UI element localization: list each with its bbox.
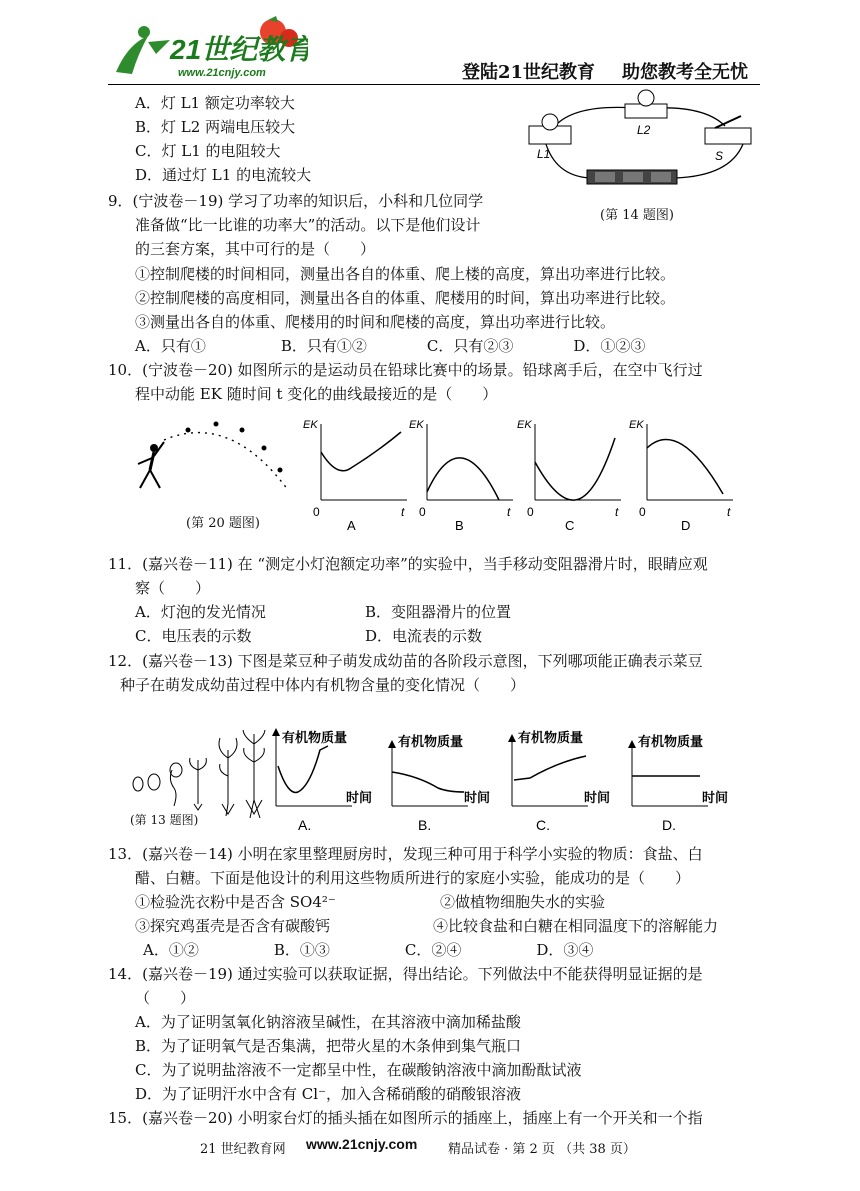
battery-icon bbox=[587, 170, 677, 184]
mass-graph-a-xlabel: 时间 bbox=[346, 790, 373, 805]
q13-item-1: ①检验洗衣粉中是否含 SO4²⁻ bbox=[135, 893, 336, 911]
mass-graph-d bbox=[628, 734, 728, 833]
q13-options: A．①② B．①③ C．②④ D．③④ bbox=[143, 941, 594, 959]
q12-line1: 12．(嘉兴卷－13) 下图是菜豆种子萌发成幼苗的各阶段示意图，下列哪项能正确表示菜豆 bbox=[108, 652, 703, 670]
q8-option-d: D．通过灯 L1 的电流较大 bbox=[135, 166, 312, 184]
footer-site: 21 世纪教育网 bbox=[200, 1142, 286, 1157]
q14-option-c: C．为了说明盐溶液不一定都呈中性，在碳酸钠溶液中滴加酚酞试液 bbox=[135, 1061, 582, 1079]
q11-option-d: D．电流表的示数 bbox=[365, 627, 483, 645]
q8-option-c: C．灯 L1 的电阻较大 bbox=[135, 142, 281, 160]
graph-b-origin: 0 bbox=[419, 505, 426, 519]
q11-option-a: A．灯泡的发光情况 bbox=[135, 603, 266, 621]
q12-figure-caption: (第 13 题图) bbox=[130, 813, 199, 827]
q11-line2: 察（ ） bbox=[135, 579, 211, 597]
mass-graph-c-xlabel: 时间 bbox=[584, 790, 611, 805]
ek-graph-b bbox=[409, 419, 513, 532]
logo-url-text: www.21cnjy.com bbox=[178, 67, 266, 79]
q12-line2: 种子在萌发成幼苗过程中体内有机物含量的变化情况（ ） bbox=[120, 676, 526, 694]
fig-label-l2: L2 bbox=[637, 123, 651, 137]
graph-d-xlabel: t bbox=[727, 505, 731, 519]
bean-germination-figure bbox=[128, 730, 268, 818]
mass-graph-c bbox=[508, 730, 610, 833]
mass-graph-c-choice: C. bbox=[536, 817, 550, 833]
q9-line2: 准备做“比一比谁的功率大”的活动。以下是他们设计 bbox=[135, 216, 481, 234]
logo bbox=[108, 14, 308, 84]
switch-icon bbox=[705, 116, 751, 144]
q10-figure-caption: (第 20 题图) bbox=[186, 516, 260, 531]
bulb-l2-icon bbox=[625, 90, 667, 118]
q14-line2: （ ） bbox=[135, 989, 196, 1007]
q11-line1: 11．(嘉兴卷－11) 在 “测定小灯泡额定功率”的实验中，当手移动变阻器滑片时，眼睛应观 bbox=[108, 555, 708, 573]
header-rule bbox=[108, 84, 760, 85]
mass-graph-d-choice: D. bbox=[662, 817, 676, 833]
q10-line1: 10．(宁波卷－20) 如图所示的是运动员在铅球比赛中的场景。铅球离手后，在空中飞行过 bbox=[108, 361, 703, 379]
q11-option-b: B．变阻器滑片的位置 bbox=[365, 603, 512, 621]
q13-item-3: ③探究鸡蛋壳是否含有碳酸钙 bbox=[135, 917, 331, 935]
mass-graph-b bbox=[388, 734, 490, 833]
graph-a-choice: A bbox=[347, 518, 356, 532]
q8-option-a: A．灯 L1 额定功率较大 bbox=[135, 94, 295, 112]
ek-graph-d bbox=[629, 419, 733, 532]
mass-graph-a-choice: A. bbox=[298, 817, 312, 833]
mass-graph-c-ylabel: 有机物质量 bbox=[518, 730, 584, 745]
graph-b-choice: B bbox=[455, 518, 464, 532]
ek-graph-c bbox=[517, 419, 621, 532]
q14-option-b: B．为了证明氧气是否集满，把带火星的木条伸到集气瓶口 bbox=[135, 1037, 522, 1055]
graph-c-ylabel: EK bbox=[517, 419, 532, 431]
footer-url[interactable]: www.21cnjy.com bbox=[306, 1136, 418, 1152]
q13-line1: 13．(嘉兴卷－14) 小明在家里整理厨房时，发现三种可用于科学小实验的物质：食盐、白 bbox=[108, 845, 703, 863]
q15-line1: 15．(嘉兴卷－20) 小明家台灯的插头插在如图所示的插座上，插座上有一个开关和一个指 bbox=[108, 1109, 703, 1127]
ek-graphs bbox=[295, 412, 755, 532]
q13-item-2: ②做植物细胞失水的实验 bbox=[440, 893, 606, 911]
q9-options: A．只有① B．只有①② C．只有②③ D．①②③ bbox=[135, 337, 646, 355]
header-slogan-left: 登陆21世纪教育 bbox=[462, 62, 596, 83]
organic-mass-graphs bbox=[268, 726, 738, 836]
mass-graph-b-choice: B. bbox=[418, 817, 432, 833]
logo-main-text: 21世纪教育 bbox=[170, 34, 308, 65]
q14-option-a: A．为了证明氢氧化钠溶液呈碱性，在其溶液中滴加稀盐酸 bbox=[135, 1013, 521, 1031]
ek-graph-a bbox=[303, 419, 407, 532]
q14-option-d: D．为了证明汗水中含有 Cl⁻，加入含稀硝酸的硝酸银溶液 bbox=[135, 1085, 521, 1103]
graph-a-ylabel: EK bbox=[303, 419, 318, 431]
footer-page: 精品试卷 · 第 2 页 （共 38 页） bbox=[448, 1142, 636, 1157]
graph-d-ylabel: EK bbox=[629, 419, 644, 431]
q8-option-b: B．灯 L2 两端电压较大 bbox=[135, 118, 296, 136]
mass-graph-b-xlabel: 时间 bbox=[464, 790, 491, 805]
graph-d-origin: 0 bbox=[639, 505, 646, 519]
q9-line3: 的三套方案，其中可行的是（ ） bbox=[135, 240, 376, 258]
athlete-icon bbox=[138, 442, 164, 488]
graph-b-ylabel: EK bbox=[409, 419, 424, 431]
mass-graph-a bbox=[272, 728, 372, 833]
graph-c-choice: C bbox=[565, 518, 575, 532]
mass-graph-a-ylabel: 有机物质量 bbox=[282, 730, 348, 745]
graph-b-xlabel: t bbox=[507, 505, 511, 519]
fig-label-l1: L1 bbox=[537, 147, 551, 161]
graph-c-xlabel: t bbox=[615, 505, 619, 519]
graph-d-choice: D bbox=[681, 518, 691, 532]
q11-option-c: C．电压表的示数 bbox=[135, 627, 252, 645]
q14-line1: 14．(嘉兴卷－19) 通过实验可以获取证据，得出结论。下列做法中不能获得明显证据的是 bbox=[108, 965, 703, 983]
fig-label-s: S bbox=[715, 149, 724, 163]
mass-graph-d-ylabel: 有机物质量 bbox=[638, 734, 704, 749]
q10-line2: 程中动能 EK 随时间 t 变化的曲线最接近的是（ ） bbox=[135, 385, 498, 403]
graph-a-xlabel: t bbox=[401, 505, 405, 519]
header-slogan-right: 助您教考全无忧 bbox=[622, 62, 748, 83]
graph-c-origin: 0 bbox=[527, 505, 534, 519]
shot-put-figure bbox=[130, 418, 300, 498]
mass-graph-b-ylabel: 有机物质量 bbox=[398, 734, 464, 749]
q13-item-4: ④比较食盐和白糖在相同温度下的溶解能力 bbox=[433, 917, 719, 935]
q9-line1: 9．(宁波卷－19) 学习了功率的知识后，小科和几位同学 bbox=[108, 192, 484, 210]
q9-plan-1: ①控制爬楼的时间相同，测量出各自的体重、爬上楼的高度，算出功率进行比较。 bbox=[135, 265, 676, 283]
q8-figure-caption: (第 14 题图) bbox=[600, 208, 674, 223]
mass-graph-d-xlabel: 时间 bbox=[702, 790, 729, 805]
q13-line2: 醋、白糖。下面是他设计的利用这些物质所进行的家庭小实验，能成功的是（ ） bbox=[135, 869, 691, 887]
graph-a-origin: 0 bbox=[313, 505, 320, 519]
circuit-figure bbox=[515, 86, 760, 201]
q9-plan-3: ③测量出各自的体重、爬楼用的时间和爬楼的高度，算出功率进行比较。 bbox=[135, 313, 616, 331]
q9-plan-2: ②控制爬楼的高度相同，测量出各自的体重、爬楼用的时间，算出功率进行比较。 bbox=[135, 289, 676, 307]
